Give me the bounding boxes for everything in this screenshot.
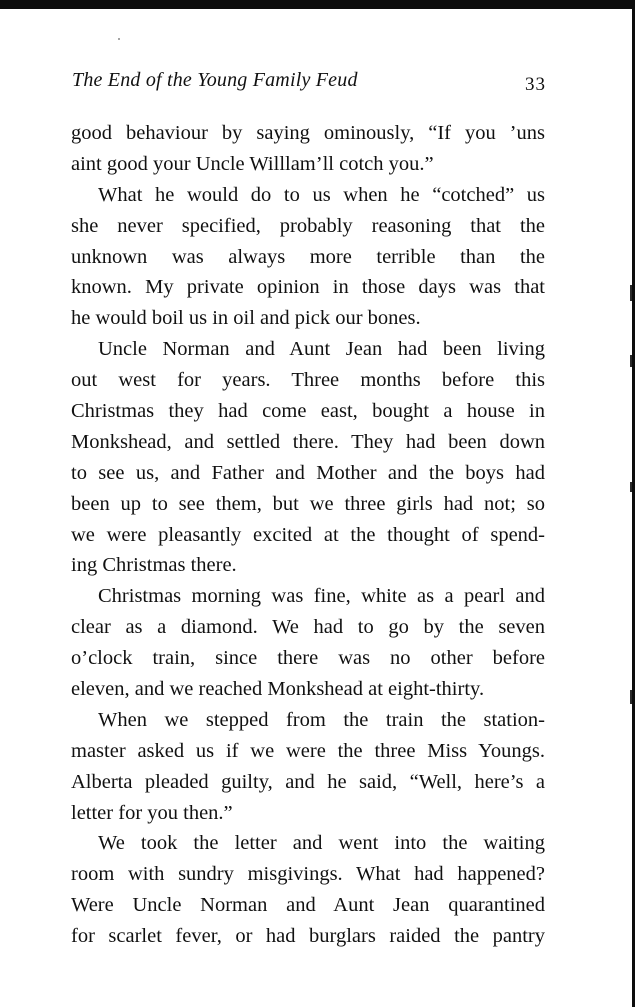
- text-line: been up to see them, but we three girls had not; so: [71, 492, 545, 515]
- text-line: unknown was always more terrible than the: [71, 245, 545, 268]
- text-line: Christmas morning was fine, white as a pearl and: [98, 585, 545, 608]
- text-line: When we stepped from the train the station-: [98, 708, 545, 731]
- text-line: room with sundry misgivings. What had happened?: [71, 863, 545, 886]
- text-line: We took the letter and went into the waiting: [98, 832, 545, 855]
- text-line: letter for you then.”: [71, 801, 233, 824]
- text-line: master asked us if we were the three Miss Youngs.: [71, 739, 545, 762]
- running-head: [72, 69, 546, 99]
- text-line: Were Uncle Norman and Aunt Jean quarantined: [71, 894, 545, 917]
- text-line: she never specified, probably reasoning that the: [71, 214, 545, 237]
- text-line: Monkshead, and settled there. They had been down: [71, 430, 545, 453]
- text-line: Alberta pleaded guilty, and he said, “Well, here’s a: [71, 770, 545, 793]
- text-line: eleven, and we reached Monkshead at eight-thirty.: [71, 678, 485, 701]
- text-line: What he would do to us when he “cotched” us: [98, 183, 545, 206]
- chapter-title: The End of the Young Family Feud: [72, 69, 358, 91]
- text-line: for scarlet fever, or had burglars raided the pantry: [71, 925, 545, 948]
- text-line: he would boil us in oil and pick our bones.: [71, 307, 421, 330]
- text-line: clear as a diamond. We had to go by the seven: [71, 616, 545, 639]
- scan-speck: [118, 38, 120, 40]
- text-line: Christmas they had come east, bought a house in: [71, 400, 545, 423]
- top-scan-border: [0, 0, 635, 9]
- text-line: to see us, and Father and Mother and the boys had: [71, 461, 545, 484]
- edge-tick-mark: [630, 285, 632, 301]
- edge-tick-mark: [630, 355, 632, 367]
- page-number: 33: [525, 74, 546, 95]
- text-line: good behaviour by saying ominously, “If you ’uns: [71, 122, 545, 144]
- text-line: o’clock train, since there was no other before: [71, 647, 545, 670]
- body-text: [71, 118, 545, 952]
- text-line: known. My private opinion in those days was that: [71, 276, 545, 299]
- text-line: Uncle Norman and Aunt Jean had been living: [98, 338, 545, 361]
- text-line: aint good your Uncle Willlam’ll cotch you.”: [71, 152, 434, 175]
- text-line: out west for years. Three months before this: [71, 369, 545, 392]
- text-line: ing Christmas there.: [71, 554, 237, 577]
- text-line: we were pleasantly excited at the thought of spend-: [71, 523, 545, 546]
- edge-tick-mark: [630, 482, 632, 492]
- edge-tick-mark: [630, 690, 632, 704]
